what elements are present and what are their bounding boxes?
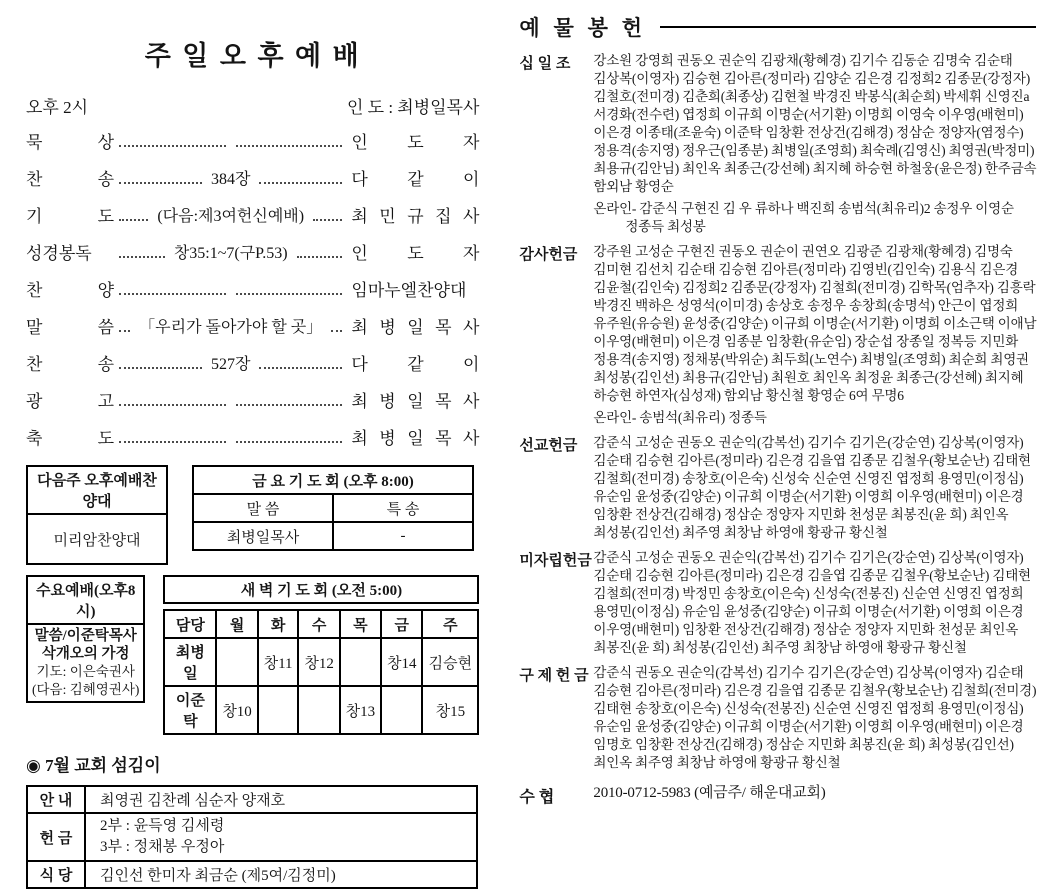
order-item-label: 찬 송 [26, 355, 114, 374]
order-item-person: 최 병 일 목 사 [351, 318, 480, 337]
dawn-col-header: 금 [381, 610, 422, 638]
wednesday-line: 삭개오의 가정 [41, 646, 130, 662]
names-line: 유순임 윤성중(김양순) 이규희 이명순(서기환) 이영희 이우영(배현미) 이은경 [593, 489, 1024, 504]
wednesday-service-header: 수요예배(오후8시) [27, 576, 144, 624]
wednesday-line: 기도: 이은숙권사 [36, 664, 135, 679]
dawn-leader-name: 이준탁 [164, 686, 216, 734]
dawn-cell [340, 638, 381, 686]
dotted-leader [119, 282, 226, 295]
dawn-cell: 창10 [216, 686, 257, 734]
order-item-person: 인 도 자 [351, 133, 480, 152]
wednesday-line: (다음: 김혜영권사) [32, 682, 140, 697]
dawn-cell: 창12 [298, 638, 339, 686]
order-item-person: 임마누엘찬양대 [351, 281, 467, 300]
names-line: 이우영(배현미) 이은경 임종분 임창환(유순임) 장순섭 장종일 정복등 지민화 [593, 334, 1019, 349]
header-rule [660, 26, 1036, 28]
offering-names [593, 52, 1036, 236]
dotted-leader [119, 134, 226, 147]
friday-prayer-box [192, 465, 474, 551]
order-item-detail: 527장 [210, 356, 251, 373]
names-line: 김상복(이영자) 김승현 김아른(정미라) 김양순 김은경 김정희2 김종문(강정자) [593, 71, 1031, 86]
names-line: 강소원 강영희 권동오 권순익 김광채(황혜경) 김기수 김동순 김명숙 김순태 [593, 53, 1013, 68]
names-line: 김윤철(김인숙) 김정희2 김종문(강정자) 김철희(전미경) 김학목(엄추자) 김흥락 [593, 280, 1036, 295]
next-week-choir-box [26, 465, 168, 565]
info-boxes-row-2 [26, 575, 479, 735]
order-row [26, 233, 479, 270]
worship-order-panel [0, 0, 489, 884]
order-row [26, 196, 479, 233]
order-item-person: 다 같 이 [351, 170, 480, 189]
order-row [26, 270, 479, 307]
offering-section-self-support [519, 549, 1036, 657]
names-line: 서경화(전수련) 엽정희 이규희 이명순(서기환) 이명희 이영숙 이우영(배현미) [593, 107, 1024, 122]
names-line: 하승현 하연자(심성재) 함외남 황신철 황영순 6여 무명6 [593, 388, 904, 403]
names-line: 김순태 김승현 김아른(정미라) 김은경 김을엽 김종문 김철우(황보순난) 김태현 [593, 568, 1031, 583]
wednesday-line: 말씀/이준탁목사 [34, 628, 137, 644]
offering-section-thanksgiving [519, 243, 1036, 427]
dawn-leader-name: 최병일 [164, 638, 216, 686]
offerings-header [519, 12, 1036, 42]
order-item-person: 최 민 규 집 사 [351, 207, 480, 226]
serving-role: 안 내 [27, 786, 85, 813]
order-item-person: 최 병 일 목 사 [351, 429, 480, 448]
order-item-person: 최 병 일 목 사 [351, 392, 480, 411]
bank-account-row [519, 784, 1036, 807]
serving-table [26, 785, 478, 889]
dotted-leader [119, 208, 148, 221]
wednesday-service-box [26, 575, 145, 703]
serving-people: 최영권 김찬례 심순자 양재호 [85, 786, 477, 813]
friday-sermon-header: 말 씀 [193, 494, 333, 522]
next-week-choir-header: 다음주 오후예배찬양대 [27, 466, 167, 514]
serving-heading: ◉ 7월 교회 섬김이 [26, 756, 161, 775]
dotted-leader [313, 208, 342, 221]
friday-sermon-person: 최병일목사 [193, 522, 333, 550]
dotted-leader [236, 134, 343, 147]
dawn-col-header: 목 [340, 610, 381, 638]
dawn-cell: 창13 [340, 686, 381, 734]
names-line: 김미현 김선치 김순태 김승현 김아른(정미라) 김영빈(김인숙) 김용식 김은경 [593, 262, 1019, 277]
dawn-row [164, 638, 478, 686]
dawn-row [164, 686, 478, 734]
next-week-choir-name: 미리암찬양대 [27, 514, 167, 564]
serving-row [27, 786, 477, 813]
order-of-worship [26, 122, 479, 455]
serving-people [85, 813, 477, 861]
dotted-leader [119, 171, 202, 184]
offering-section-label: 구 제 헌 금 [519, 668, 589, 684]
online-names-line: 온라인- 송범석(최유리) 정종득 [593, 410, 767, 425]
names-line: 감준식 권동오 권순익(감복선) 김기수 김기은(강순연) 김상복(이영자) 김순태 [593, 665, 1024, 680]
offering-section-label: 십 일 조 [519, 56, 571, 72]
order-item-label: 기 도 [26, 207, 114, 226]
dawn-cell: 창14 [381, 638, 422, 686]
order-row [26, 381, 479, 418]
info-boxes-row-1 [26, 465, 479, 565]
names-line: 유순임 윤성중(김양순) 이규희 이명순(서기환) 이영희 이우영(배현미) 이은경 [593, 719, 1024, 734]
order-item-label: 찬 양 [26, 281, 114, 300]
names-line: 최성봉(김인선) 최용규(김안님) 최원호 최인옥 최정윤 최종근(강선혜) 최지혜 [593, 370, 1024, 385]
serving-row [27, 813, 477, 861]
names-line: 강주원 고성순 구현진 권동오 권순이 권연오 김광준 김광채(황혜경) 김명숙 [593, 244, 1013, 259]
dawn-cell [381, 686, 422, 734]
friday-prayer-title: 금 요 기 도 회 (오후 8:00) [193, 466, 473, 494]
order-row [26, 344, 479, 381]
page-title: 주 일 오 후 예 배 [144, 41, 361, 71]
offering-names [593, 434, 1036, 542]
order-item-label: 찬 송 [26, 170, 114, 189]
offering-section-label: 감사헌금 [519, 247, 578, 263]
offering-names [593, 664, 1036, 772]
names-line: 김철호(전미경) 김춘희(최종상) 김현철 박경진 박봉식(최순희) 박세휘 신영진a [593, 89, 1030, 104]
dotted-leader [119, 245, 165, 258]
order-row [26, 122, 479, 159]
names-line: 이우영(배현미) 임창환 전상건(김해경) 정삼순 정양자 지민화 천성문 최인옥 [593, 622, 1019, 637]
offering-section-tithe [519, 52, 1036, 236]
dawn-cell [298, 686, 339, 734]
order-item-person: 다 같 이 [351, 355, 480, 374]
order-item-label: 축 도 [26, 429, 114, 448]
order-item-label: 광 고 [26, 392, 114, 411]
dotted-leader [236, 393, 343, 406]
names-line: 최성봉(김인선) 최주영 최창남 하영애 황광규 황신철 [593, 525, 888, 540]
dotted-leader [119, 393, 226, 406]
dawn-col-header: 화 [258, 610, 299, 638]
order-row [26, 418, 479, 455]
names-line: 정용격(송지영) 정우근(임종분) 최병일(조영희) 최숙례(김영신) 최영권(박정미) [593, 143, 1035, 158]
online-names-line: 온라인- 감준식 구현진 김 우 류하나 백진희 송범석(최유리)2 송정우 이영순 [593, 201, 1014, 216]
order-item-label: 묵 상 [26, 133, 114, 152]
friday-special-song-person: - [333, 522, 473, 550]
names-line: 감준식 고성순 권동오 권순익(감복선) 김기수 김기은(강순연) 김상복(이영자) [593, 550, 1024, 565]
dotted-leader [331, 319, 342, 332]
dotted-leader [259, 356, 342, 369]
names-line: 함외남 황영순 [593, 179, 674, 194]
serving-row [27, 861, 477, 888]
names-line: 김순태 김승현 김아른(정미라) 김은경 김을엽 김종문 김철우(황보순난) 김태현 [593, 453, 1031, 468]
names-line: 임명호 임창환 전상건(김해경) 정삼순 지민화 최봉진(윤 희) 최성봉(김인선) [593, 737, 1014, 752]
serving-people: 김인선 한미자 최금순 (제5여/김정미) [85, 861, 477, 888]
dawn-prayer-table [163, 609, 479, 735]
dawn-cell [216, 638, 257, 686]
dawn-col-header: 수 [298, 610, 339, 638]
offerings-panel [489, 0, 1048, 806]
names-line: 감준식 고성순 권동오 권순익(감복선) 김기수 김기은(강순연) 김상복(이영자) [593, 435, 1024, 450]
order-item-detail: 「우리가 돌아가야 할 곳」 [139, 319, 323, 336]
dawn-prayer-box [163, 575, 479, 735]
service-leader: 인 도 : 최병일목사 [346, 98, 480, 117]
dotted-leader [119, 319, 130, 332]
names-line: 김철희(전미경) 송창호(이은숙) 신성숙 신순연 신영진 엽정희 용영민(이정심) [593, 471, 1024, 486]
names-line: 김철희(전미경) 박정민 송창호(이은숙) 신성숙(전봉진) 신순연 신영진 엽정희 [593, 586, 1024, 601]
offerings-title: 예 물 봉 헌 [519, 17, 647, 40]
names-line: 유주원(유승원) 윤성중(김양순) 이규희 이명순(서기환) 이명희 이소근택 이애남 [593, 316, 1037, 331]
order-item-label: 성경봉독 [26, 244, 92, 263]
dawn-col-header: 주 [422, 610, 478, 638]
names-line: 김태현 송창호(이은숙) 신성숙(전봉진) 신순연 신영진 엽정희 용영민(이정심) [593, 701, 1024, 716]
dawn-cell [258, 686, 299, 734]
online-names-line: 정종득 최성봉 [625, 219, 706, 234]
names-line: 정용격(송지영) 정채봉(박위순) 최두희(노연수) 최병일(조영희) 최순희 최영권 [593, 352, 1029, 367]
names-line: 이은경 이종태(조윤숙) 이준탁 임창환 전상건(김해경) 정삼순 정양자(염정수) [593, 125, 1024, 140]
names-line: 최인옥 최주영 최창남 하영애 황광규 황신철 [593, 755, 841, 770]
names-line: 김승현 김아른(정미라) 김은경 김을엽 김종문 김철우(황보순난) 김철희(전미경) [593, 683, 1037, 698]
dotted-leader [119, 430, 226, 443]
serving-people-line: 3부 : 정채봉 우정아 [100, 839, 225, 855]
service-time: 오후 2시 [26, 98, 89, 117]
dotted-leader [259, 171, 342, 184]
offering-section-label: 선교헌금 [519, 438, 578, 454]
dawn-col-header: 담당 [164, 610, 216, 638]
names-line: 용영민(이정심) 유순임 윤성중(김양순) 이규희 이명순(서기환) 이영희 이은경 [593, 604, 1024, 619]
service-info-row [26, 93, 479, 118]
dawn-col-header: 월 [216, 610, 257, 638]
serving-people-line: 2부 : 윤득영 김세령 [100, 818, 225, 834]
order-item-person: 인 도 자 [351, 244, 480, 263]
dawn-prayer-title: 새 벽 기 도 회 (오전 5:00) [163, 575, 479, 604]
serving-role: 헌 금 [27, 813, 85, 861]
dawn-cell: 창11 [258, 638, 299, 686]
names-line: 최용규(김안님) 최인옥 최종근(강선혜) 최지혜 하승현 하철웅(윤은정) 한주금속 [593, 161, 1037, 176]
dotted-leader [119, 356, 202, 369]
dawn-cell: 김승현 [422, 638, 478, 686]
bank-account-number: 2010-0712-5983 (예금주/ 해운대교회) [593, 785, 826, 801]
order-item-detail: (다음:제3여헌신예배) [157, 208, 305, 225]
offering-section-mission [519, 434, 1036, 542]
dotted-leader [236, 430, 343, 443]
offering-section-relief [519, 664, 1036, 772]
order-item-detail: 창35:1~7(구P.53) [173, 245, 288, 262]
order-item-label: 말 씀 [26, 318, 114, 337]
serving-role: 식 당 [27, 861, 85, 888]
dotted-leader [236, 282, 343, 295]
dotted-leader [297, 245, 343, 258]
order-row [26, 307, 479, 344]
bank-name: 수 협 [519, 789, 555, 806]
offering-section-label: 미자립헌금 [519, 553, 592, 569]
offering-names [593, 243, 1036, 427]
names-line: 박경진 백하은 성영석(이미경) 송상호 송정우 송창희(송명석) 안근이 엽정희 [593, 298, 1019, 313]
offering-names [593, 549, 1036, 657]
dawn-cell: 창15 [422, 686, 478, 734]
names-line: 임창환 전상건(김해경) 정삼순 정양자 지민화 천성문 최봉진(윤 희) 최인옥 [593, 507, 1009, 522]
names-line: 최봉진(윤 희) 최성봉(김인선) 최주영 최창남 하영애 황광규 황신철 [593, 640, 967, 655]
order-item-detail: 384장 [210, 171, 251, 188]
friday-special-song-header: 특 송 [333, 494, 473, 522]
dawn-header-row [164, 610, 478, 638]
order-row [26, 159, 479, 196]
